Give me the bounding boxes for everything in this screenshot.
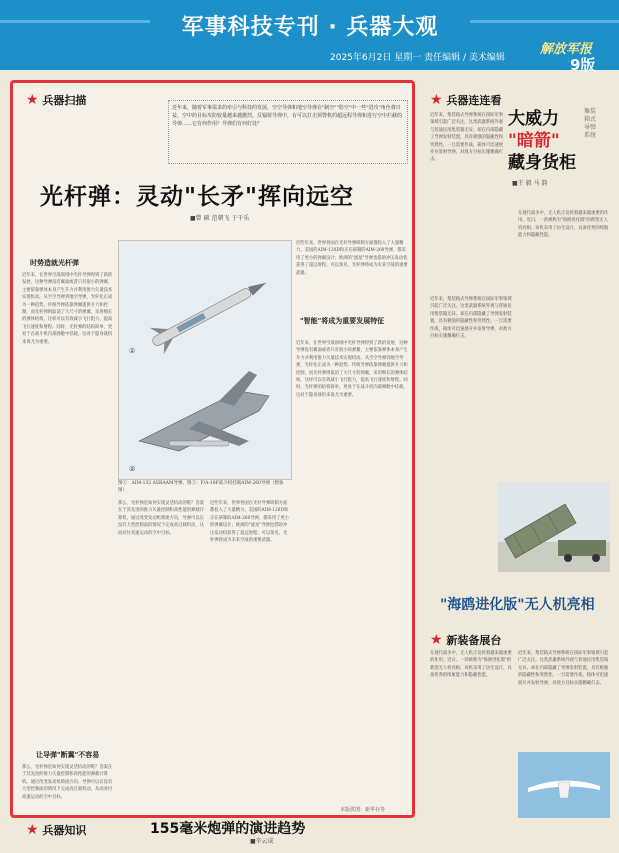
subhead-origin: 时势造就光杆弹 [30,259,79,267]
section-label: 新装备展台 [446,634,502,647]
uav-photo [518,752,610,818]
svg-text:②: ② [129,465,136,473]
body-column-mid2: 近些年来，世界各国在光杆导弹研制方面都投入了大量精力。美国的AIM-120D和正在研制的AIM-260导弹，都采用了更小的弹翼设计；欧洲的"流星"导弹也借助冲压发动机获得了超远射程。可以预见，光杆弹将成为未来空战的重要武器。 [210,501,290,544]
subhead-hard-to-break: 让导弹"断翼"不容易 [36,751,100,759]
svg-text:①: ① [129,347,136,355]
star-icon: ★ [26,822,39,838]
bottom-band [0,818,619,853]
right-body-4: 在现代战争中，无人机正发挥着越来越重要的作用。近日，一款被称为"海鸥进化版"的新型无人机亮相，该机采用了仿生设计，具备优秀的续航能力和隐蔽性能。 [430,651,512,679]
section-label: 兵器知识 [42,824,87,837]
article-byline: ■曾 硕 范朝飞 于千乐 [190,215,250,222]
section-tag-new-equipment [430,632,501,648]
body-column-mid: 那么，光杆弹是如何实现灵活机动的呢？答案在于其先进的推力矢量控制和高性能的弹载计算机。通过改变发动机喷流方向，导弹可以在没有大型控制面的情况下完成高过载机动，从而对付高速运动的空中目标。 [118,501,204,536]
vertical-label: 集装箱式导弹系统 [584,108,597,139]
body-column-right: 近年来，在世界空战领域中光杆导弹得到了新的发展，这种导弹没有翼面或者只有很小的弹翼，主要依靠弹体本身产生升力并利用推力矢量技术实现机动。从空空导弹到地空导弹，光杆化正成为一种趋势。传统导弹依靠弹翼提供升力和控制，而光杆弹则取消了大尺寸的弹翼，采用细长的弹体结构，这样可以有效减小飞行阻力，提高飞行速度和射程。同时，光杆弹的结构简单，更易于在战斗机内部弹舱中挂载，这对于隐身战机来说尤为重要。 [296,341,408,398]
star-icon: ★ [26,92,39,108]
body-column-right-top: 近些年来，世界各国在光杆导弹研制方面都投入了大量精力。美国的AIM-120D和正在研制的AIM-260导弹，都采用了更小的弹翼设计；欧洲的"流星"导弹也借助冲压发动机获得了超远射程。可以预见，光杆弹将成为未来空战的重要武器。 [296,241,408,276]
page-title: 军事科技专刊 · 兵器大观 [181,15,439,40]
page-number: 9版 [570,56,596,74]
newspaper-logo: 解放军报 [540,42,593,57]
article-intro: 近年来，随着军事需求的牵引与科技的发展，空空导弹和地空导弹在"制空""防空"中一些"进攻"角色将日益，空中的目标攻防较量越来越激烈。反辐射导弹中，有可以打击预警机的超远程导弹和进行空中拦截的导弹……它有何作用？导弹们有何好处？ [168,100,408,164]
right-body-3: 在现代战争中，无人机正发挥着越来越重要的作用。近日，一款被称为"海鸥进化版"的新型无人机亮相，该机采用了仿生设计，具备优秀的续航能力和隐蔽性能。 [518,211,609,239]
title-line-2: "暗箭" [508,131,560,151]
body-column-left: 近年来，在世界空战领域中光杆导弹得到了新的发展，这种导弹没有翼面或者只有很小的弹翼，主要依靠弹体本身产生升力并利用推力矢量技术实现机动。从空空导弹到地空导弹，光杆化正成为一种趋势。传统导弹依靠弹翼提供升力和控制，而光杆弹则取消了大尺寸的弹翼，采用细长的弹体结构，这样可以有效减小飞行阻力，提高飞行速度和射程。同时，光杆弹的结构简单，更易于在战斗机内部弹舱中挂载，这对于隐身战机来说尤为重要。 [22,273,113,345]
title-line-1: 大威力 [508,109,559,129]
subhead-intelligent: "智能"将成为重要发展特征 [300,317,385,325]
missile-photo [118,240,292,480]
right-body-2: 近年来，集装箱式导弹系统在国际军事领域引起广泛关注。这类武器系统外观与普通民用集装箱无异，却在内部隐藏了导弹发射装置，具有极强的隐蔽性和突然性。一旦需要作战，箱体可迅速展开并发射导弹，对敌方目标实施精确打击。 [430,297,512,340]
star-icon: ★ [430,92,443,108]
section-label: 兵器连连看 [446,94,502,107]
section-label: 兵器扫描 [42,94,87,107]
header-decor-right [470,20,619,23]
photo-credit: 本版供图：新华社等 [340,807,386,813]
section-tag-weapon-link [430,92,501,108]
title-line-3: 藏身货柜 [508,153,576,173]
photo-caption: 图①：AIM-132 ASRAAM导弹。图②：F/A-18F战斗机挂载AIM-260导弹（想象图） [118,481,284,493]
bottom-headline: 155毫米炮弹的演进趋势 [150,821,306,837]
uav-headline: "海鸥进化版"无人机亮相 [440,597,595,613]
bottom-byline: ■辛云成 [250,838,274,845]
date-line: 2025年6月2日 星期一 责任编辑 / 美术编辑 [330,53,505,63]
header-decor-left [0,20,150,23]
right-byline: ■王 毅 马 韵 [512,180,548,187]
right-body-1: 近年来，集装箱式导弹系统在国际军事领域引起广泛关注。这类武器系统外观与普通民用集装箱无异，却在内部隐藏了导弹发射装置，具有极强的隐蔽性和突然性。一旦需要作战，箱体可迅速展开并发射导弹，对敌方目标实施精确打击。 [430,113,504,163]
right-body-5: 近年来，集装箱式导弹系统在国际军事领域引起广泛关注。这类武器系统外观与普通民用集装箱无异，却在内部隐藏了导弹发射装置，具有极强的隐蔽性和突然性。一旦需要作战，箱体可迅速展开并发射导弹，对敌方目标实施精确打击。 [518,651,609,686]
container-launcher-image [498,482,610,572]
body-column-left-end: 那么，光杆弹是如何实现灵活机动的呢？答案在于其先进的推力矢量控制和高性能的弹载计算机。通过改变发动机喷流方向，导弹可以在没有大型控制面的情况下完成高过载机动，从而对付高速运动的空中目标。 [22,765,113,800]
right-big-title [508,108,576,174]
section-tag-weapon-scan [26,92,86,108]
section-tag-knowledge [26,822,86,838]
star-icon: ★ [430,632,443,648]
article-headline: 光杆弹：灵动"长矛"挥向远空 [40,184,354,210]
